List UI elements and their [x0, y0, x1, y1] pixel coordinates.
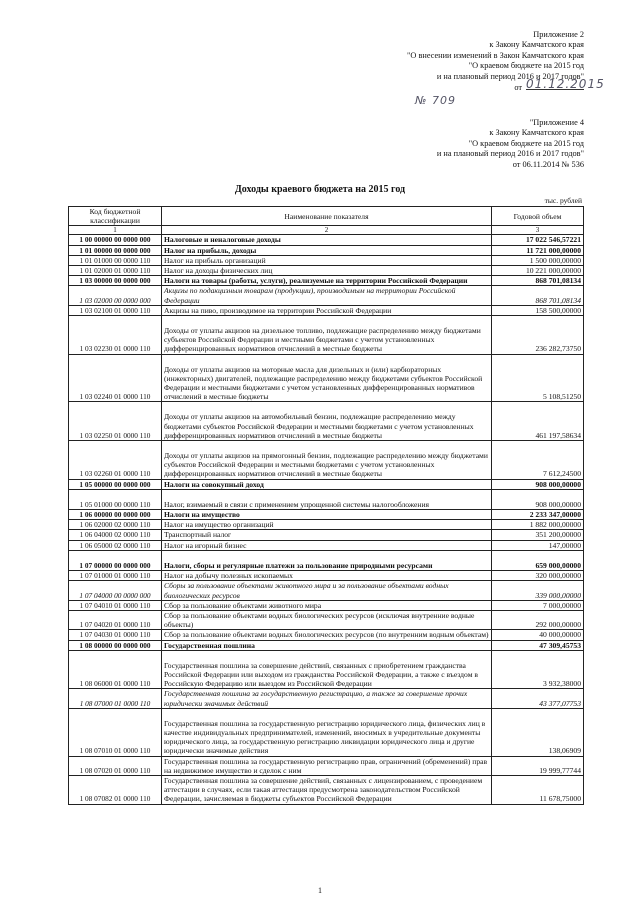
indicator-name-cell: Сбор за пользование объектами животного мира — [162, 600, 492, 610]
annual-amount-cell: 908 000,00000 — [492, 489, 584, 509]
indicator-name-cell: Доходы от уплаты акцизов на прямогонный бензин, подлежащие распределению между бюджетами субъектов Российской Федерации и местными бюджетами с учетом установленных дифференцированных нормативов отчислений в местные бюджеты — [162, 441, 492, 480]
budget-code-cell: 1 03 02100 01 0000 110 — [69, 305, 162, 315]
budget-code-cell: 1 01 01000 00 0000 110 — [69, 255, 162, 265]
indicator-name-cell: Налоги на имущество — [162, 510, 492, 520]
annual-amount-cell: 47 309,45753 — [492, 640, 584, 650]
annual-amount-cell: 3 932,38000 — [492, 650, 584, 689]
annual-amount-cell: 461 197,58634 — [492, 402, 584, 441]
indicator-name-cell: Акцизы по подакцизным товарам (продукции), производимым на территории Российской Федерации — [162, 286, 492, 305]
indicator-name-cell: Налог на доходы физических лиц — [162, 266, 492, 276]
indicator-name-cell: Налог на имущество организаций — [162, 520, 492, 530]
table-row — [69, 571, 584, 581]
table-row — [69, 520, 584, 530]
header-line: от 06.11.2014 № 536 — [512, 159, 584, 169]
indicator-name-cell: Государственная пошлина за совершение действий, связанных с приобретением гражданства Российской Федерации или выходом из гражданства Российской Федерации, а также с въездом в Российскую Федерацию или выездом из Российской Федерации — [162, 650, 492, 689]
budget-code-cell: 1 03 02260 01 0000 110 — [69, 441, 162, 480]
appendix-2-header — [407, 30, 605, 108]
budget-code-cell: 1 08 07020 01 0000 110 — [69, 756, 162, 775]
budget-code-cell: 1 07 04020 01 0000 110 — [69, 610, 162, 629]
annual-amount-cell: 2 233 347,00000 — [492, 510, 584, 520]
header-line: и на плановый период 2016 и 2017 годов" — [436, 71, 584, 81]
annual-amount-cell: 236 282,73750 — [492, 316, 584, 355]
table-row — [69, 441, 584, 480]
handwritten-date: 01.12.2015 — [526, 77, 605, 92]
budget-code-cell: 1 05 01000 00 0000 110 — [69, 489, 162, 509]
indicator-name-cell: Налог на добычу полезных ископаемых — [162, 571, 492, 581]
column-number: 2 — [162, 226, 492, 235]
table-row — [69, 756, 584, 775]
header-line: "Приложение 4 — [529, 118, 584, 127]
budget-code-cell: 1 07 00000 00 0000 000 — [69, 550, 162, 570]
annual-amount-cell: 292 000,00000 — [492, 610, 584, 629]
annual-amount-cell: 659 000,00000 — [492, 550, 584, 570]
annual-amount-cell: 868 701,08134 — [492, 276, 584, 286]
header-line: к Закону Камчатского края — [489, 128, 584, 138]
indicator-name-cell: Сборы за пользование объектами животного мира и за пользование объектами водных биологических ресурсов — [162, 581, 492, 600]
indicator-name-cell: Доходы от уплаты акцизов на автомобильный бензин, подлежащие распределению между бюджетами субъектов Российской Федерации и местными бюджетами с учетом установленных дифференцированных нормативов отчислений в местные бюджеты — [162, 402, 492, 441]
annual-amount-cell: 5 108,51250 — [492, 354, 584, 402]
revenue-table — [68, 206, 584, 805]
budget-code-cell: 1 06 00000 00 0000 000 — [69, 510, 162, 520]
indicator-name-cell: Государственная пошлина — [162, 640, 492, 650]
indicator-name-cell: Доходы от уплаты акцизов на дизельное топливо, подлежащие распределению между бюджетами субъектов Российской Федерации и местными бюджетами с учетом установленных дифференцированных нормативов отчислений в местные бюджеты — [162, 316, 492, 355]
annual-amount-cell: 11 721 000,00000 — [492, 245, 584, 255]
annual-amount-cell: 351 200,00000 — [492, 530, 584, 540]
budget-code-cell: 1 08 06000 01 0000 110 — [69, 650, 162, 689]
budget-code-cell: 1 07 04010 01 0000 110 — [69, 600, 162, 610]
table-row — [69, 276, 584, 286]
annual-amount-cell: 138,06909 — [492, 708, 584, 756]
header-line: Приложение 2 — [533, 30, 584, 39]
budget-code-cell: 1 03 00000 00 0000 000 — [69, 276, 162, 286]
budget-code-cell: 1 00 00000 00 0000 000 — [69, 235, 162, 245]
annual-amount-cell: 43 377,07753 — [492, 689, 584, 708]
annual-amount-cell: 17 022 546,57221 — [492, 235, 584, 245]
budget-code-cell: 1 07 01000 01 0000 110 — [69, 571, 162, 581]
table-row — [69, 540, 584, 550]
indicator-name-cell: Государственная пошлина за государственную регистрацию юридического лица, физических лиц в качестве индивидуальных предпринимателей, изменений, вносимых в учредительные документы юридического лица, за государственную регистрацию ликвидации юридического лица и другие юридически значимые действия — [162, 708, 492, 756]
column-number: 1 — [69, 226, 162, 235]
indicator-name-cell: Государственная пошлина за совершение действий, связанных с лицензированием, с проведением аттестации в случаях, если такая аттестация предусмотрена законодательством Российской Федерации, зачисляемая в бюджеты субъектов Российской Федерации — [162, 775, 492, 804]
header-line: "О внесении изменений в Закон Камчатского края — [407, 50, 584, 60]
table-row — [69, 245, 584, 255]
budget-code-cell: 1 01 00000 00 0000 000 — [69, 245, 162, 255]
table-row — [69, 600, 584, 610]
table-row — [69, 510, 584, 520]
column-number-row — [69, 226, 584, 235]
header-line: и на плановый период 2016 и 2017 годов" — [436, 149, 584, 159]
indicator-name-cell: Налоги на совокупный доход — [162, 479, 492, 489]
table-row — [69, 255, 584, 265]
budget-code-cell: 1 06 05000 02 0000 110 — [69, 540, 162, 550]
budget-code-cell: 1 03 02250 01 0000 110 — [69, 402, 162, 441]
annual-amount-cell: 1 500 000,00000 — [492, 255, 584, 265]
table-row — [69, 650, 584, 689]
table-row — [69, 305, 584, 315]
budget-code-cell: 1 06 04000 02 0000 110 — [69, 530, 162, 540]
indicator-name-cell: Сбор за пользование объектами водных биологических ресурсов (исключая внутренние водные объекты) — [162, 610, 492, 629]
indicator-name-cell: Налог, взимаемый в связи с применением упрощенной системы налогообложения — [162, 489, 492, 509]
annual-amount-cell: 10 221 000,00000 — [492, 266, 584, 276]
signature-date-line — [407, 77, 605, 96]
table-row — [69, 266, 584, 276]
annual-amount-cell: 40 000,00000 — [492, 630, 584, 640]
table-row — [69, 286, 584, 305]
table-row — [69, 775, 584, 804]
table-row — [69, 708, 584, 756]
budget-code-cell: 1 07 04000 00 0000 000 — [69, 581, 162, 600]
header-line: к Закону Камчатского края — [489, 40, 584, 50]
table-header-row — [69, 207, 584, 226]
annual-amount-cell: 147,00000 — [492, 540, 584, 550]
table-row — [69, 235, 584, 245]
header-code: Код бюджетной классификации — [69, 207, 162, 226]
table-row — [69, 316, 584, 355]
budget-code-cell: 1 08 00000 00 0000 000 — [69, 640, 162, 650]
header-amount: Годовой объем — [492, 207, 584, 226]
indicator-name-cell: Налоги на товары (работы, услуги), реализуемые на территории Российской Федерации — [162, 276, 492, 286]
indicator-name-cell: Сбор за пользование объектами водных биологических ресурсов (по внутренним водным объектам) — [162, 630, 492, 640]
budget-code-cell: 1 08 07000 01 0000 110 — [69, 689, 162, 708]
table-row — [69, 402, 584, 441]
indicator-name-cell: Налоги, сборы и регулярные платежи за пользование природными ресурсами — [162, 550, 492, 570]
annual-amount-cell: 908 000,00000 — [492, 479, 584, 489]
budget-code-cell: 1 06 02000 02 0000 110 — [69, 520, 162, 530]
annual-amount-cell: 19 999,77744 — [492, 756, 584, 775]
indicator-name-cell: Налог на прибыль, доходы — [162, 245, 492, 255]
annual-amount-cell: 7 000,00000 — [492, 600, 584, 610]
page-number: 1 — [318, 886, 322, 895]
header-line: "О краевом бюджете на 2015 год — [468, 61, 584, 71]
header-line: "О краевом бюджете на 2015 год — [468, 138, 584, 148]
annual-amount-cell: 339 000,00000 — [492, 581, 584, 600]
indicator-name-cell: Налог на игорный бизнес — [162, 540, 492, 550]
table-row — [69, 640, 584, 650]
table-row — [69, 550, 584, 570]
annual-amount-cell: 868 701,08134 — [492, 286, 584, 305]
indicator-name-cell: Транспортный налог — [162, 530, 492, 540]
annual-amount-cell: 1 882 000,00000 — [492, 520, 584, 530]
table-row — [69, 630, 584, 640]
budget-code-cell: 1 03 02230 01 0000 110 — [69, 316, 162, 355]
budget-code-cell: 1 08 07010 01 0000 110 — [69, 708, 162, 756]
table-row — [69, 610, 584, 629]
budget-code-cell: 1 03 02240 01 0000 110 — [69, 354, 162, 402]
indicator-name-cell: Государственная пошлина за государственную регистрацию, а также за совершение прочих юридически значимых действий — [162, 689, 492, 708]
annual-amount-cell: 158 500,00000 — [492, 305, 584, 315]
appendix-4-header — [437, 118, 584, 170]
indicator-name-cell: Налог на прибыль организаций — [162, 255, 492, 265]
table-row — [69, 689, 584, 708]
header-name: Наименование показателя — [162, 207, 492, 226]
indicator-name-cell: Налоговые и неналоговые доходы — [162, 235, 492, 245]
annual-amount-cell: 11 678,75000 — [492, 775, 584, 804]
table-row — [69, 489, 584, 509]
indicator-name-cell: Доходы от уплаты акцизов на моторные масла для дизельных и (или) карбюраторных (инжекторных) двигателей, подлежащие распределению между бюджетами субъектов Российской Федерации и местными бюджетами с учетом установленных дифференцированных нормативов отчислений в местные бюджеты — [162, 354, 492, 402]
budget-code-cell: 1 08 07082 01 0000 110 — [69, 775, 162, 804]
budget-code-cell: 1 07 04030 01 0000 110 — [69, 630, 162, 640]
table-row — [69, 581, 584, 600]
document-title: Доходы краевого бюджета на 2015 год — [234, 184, 406, 195]
annual-amount-cell: 7 612,24500 — [492, 441, 584, 480]
annual-amount-cell: 320 000,00000 — [492, 571, 584, 581]
indicator-name-cell: Акцизы на пиво, производимое на территории Российской Федерации — [162, 305, 492, 315]
budget-code-cell: 1 05 00000 00 0000 000 — [69, 479, 162, 489]
date-prefix: от — [514, 83, 522, 93]
handwritten-number: № 709 — [415, 94, 456, 108]
indicator-name-cell: Государственная пошлина за государственную регистрацию прав, ограничений (обременений) прав на недвижимое имущество и сделок с ним — [162, 756, 492, 775]
column-number: 3 — [492, 226, 584, 235]
budget-code-cell: 1 01 02000 01 0000 110 — [69, 266, 162, 276]
table-row — [69, 354, 584, 402]
units-label: тыс. рублей — [544, 196, 582, 205]
table-row — [69, 530, 584, 540]
budget-code-cell: 1 03 02000 00 0000 000 — [69, 286, 162, 305]
table-row — [69, 479, 584, 489]
